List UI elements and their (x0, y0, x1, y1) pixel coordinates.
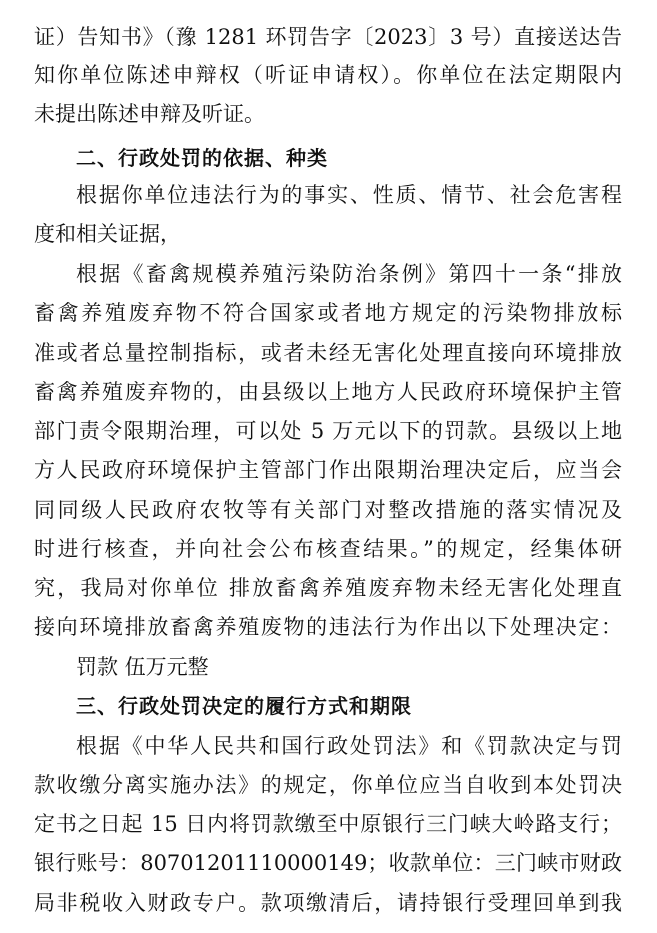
body-text-line: 根据《中华人民共和国行政处罚法》和《罚款决定与罚 (76, 734, 622, 758)
body-text-line: 畜禽养殖废弃物的，由县级以上地方人民政府环境保护主管 (34, 380, 622, 404)
section-heading-2: 二、行政处罚的依据、种类 (76, 146, 328, 170)
body-text-line: 根据《畜禽规模养殖污染防治条例》第四十一条“排放 (76, 262, 622, 286)
body-text-line: 度和相关证据， (34, 222, 181, 246)
body-text-line: 方人民政府环境保护主管部门作出限期治理决定后，应当会 (34, 458, 622, 482)
body-text-line: 部门责令限期治理，可以处 5 万元以下的罚款。县级以上地 (34, 419, 622, 443)
body-text-line: 定书之日起 15 日内将罚款缴至中原银行三门峡大岭路支行； (34, 812, 622, 836)
body-text-line: 证）告知书》（豫 1281 环罚告字〔2023〕3 号）直接送达告 (34, 25, 622, 49)
body-text-line: 同同级人民政府农牧等有关部门对整改措施的落实情况及 (34, 498, 622, 522)
body-text-line: 知你单位陈述申辩权（听证申请权）。你单位在法定期限内 (34, 63, 622, 87)
body-text-line: 局非税收入财政专户。款项缴清后，请持银行受理回单到我 (34, 891, 622, 915)
body-text-line: 款收缴分离实施办法》的规定，你单位应当自收到本处罚决 (34, 773, 622, 797)
body-text-line: 接向环境排放畜禽养殖废物的违法行为作出以下处理决定： (34, 615, 622, 639)
penalty-amount: 罚款 伍万元整 (76, 655, 209, 679)
body-text-line: 根据你单位违法行为的事实、性质、情节、社会危害程 (76, 183, 622, 207)
section-heading-3: 三、行政处罚决定的履行方式和期限 (76, 694, 412, 718)
body-text-line: 银行账号：80701201110000149；收款单位：三门峡市财政 (34, 851, 622, 875)
body-text-line: 准或者总量控制指标，或者未经无害化处理直接向环境排放 (34, 341, 622, 365)
body-text-line: 未提出陈述申辩及听证。 (34, 102, 265, 126)
body-text-line: 时进行核查，并向社会公布核查结果。”的规定，经集体研 (34, 537, 622, 561)
body-text-line: 畜禽养殖废弃物不符合国家或者地方规定的污染物排放标 (34, 301, 622, 325)
body-text-line: 究，我局对你单位 排放畜禽养殖废弃物未经无害化处理直 (34, 576, 622, 600)
